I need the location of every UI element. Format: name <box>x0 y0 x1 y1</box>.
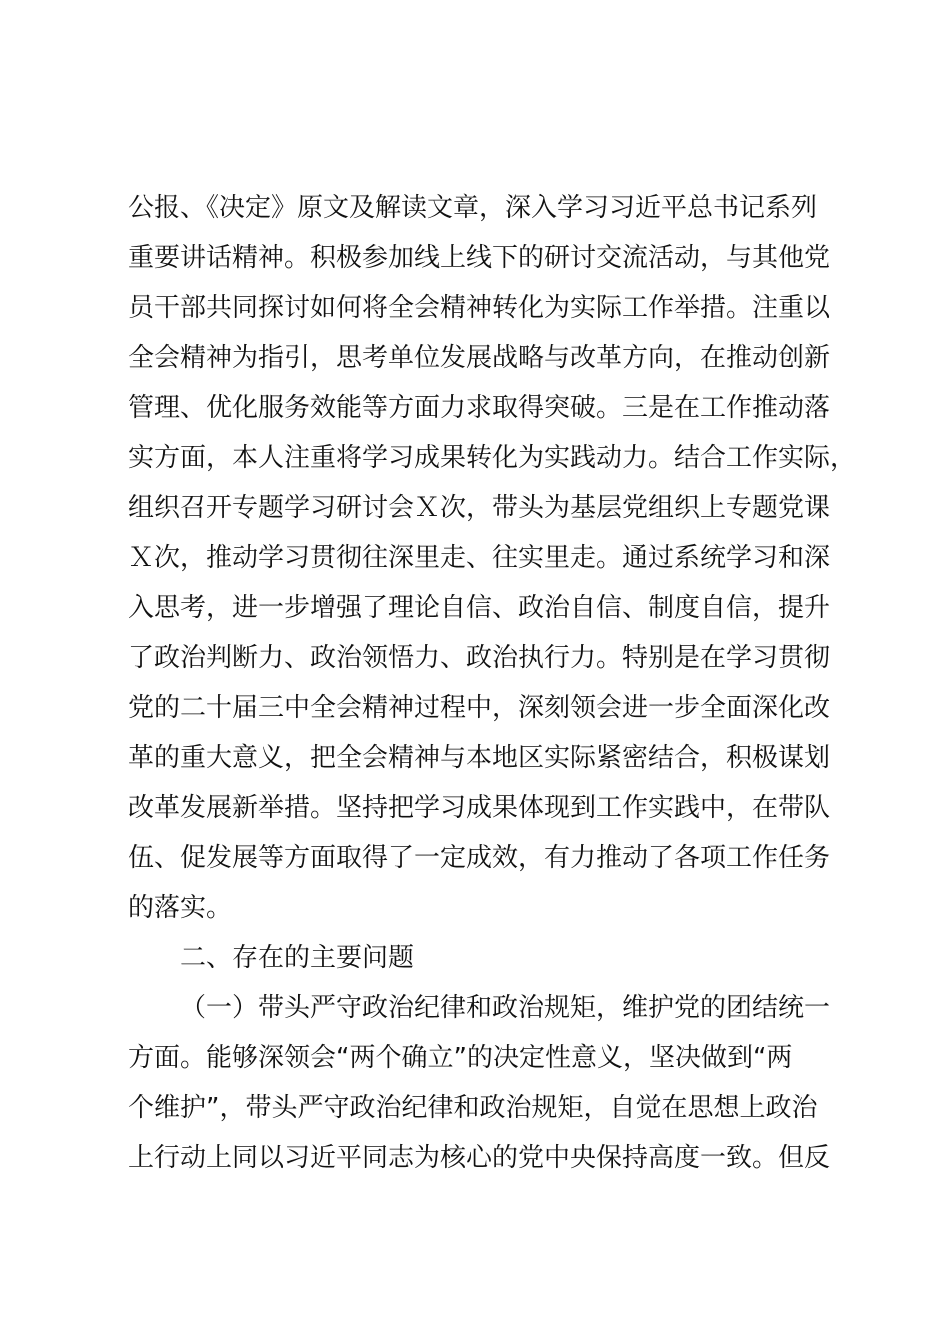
text-line: 党的二十届三中全会精神过程中，深刻领会进一步全面深化改 <box>128 693 831 723</box>
text-line: 实方面，本人注重将学习成果转化为实践动力。结合工作实际， <box>128 443 857 473</box>
text-line: 公报、《决定》原文及解读文章，深入学习习近平总书记系列 <box>128 193 818 223</box>
text-line: 改革发展新举措。坚持把学习成果体现到工作实践中，在带队 <box>128 793 831 823</box>
text-line: 入思考，进一步增强了理论自信、政治自信、制度自信，提升 <box>128 593 831 623</box>
text-line: 员干部共同探讨如何将全会精神转化为实际工作举措。注重以 <box>128 293 831 323</box>
text-line: 管理、优化服务效能等方面力求取得突破。三是在工作推动落 <box>128 393 831 423</box>
text-line: 革的重大意义，把全会精神与本地区实际紧密结合，积极谋划 <box>128 743 831 773</box>
text-line: 组织召开专题学习研讨会Ｘ次，带头为基层党组织上专题党课 <box>128 493 831 523</box>
subsection-heading-line: （一）带头严守政治纪律和政治规矩，维护党的团结统一 <box>180 993 831 1023</box>
document-body <box>128 183 868 1183</box>
text-line: 重要讲话精神。积极参加线上线下的研讨交流活动，与其他党 <box>128 243 831 273</box>
text-line: 的落实。 <box>128 893 233 923</box>
text-line: 了政治判断力、政治领悟力、政治执行力。特别是在学习贯彻 <box>128 643 831 673</box>
text-line: 伍、促发展等方面取得了一定成效，有力推动了各项工作任务 <box>128 843 831 873</box>
section-heading: 二、存在的主要问题 <box>180 943 415 973</box>
text-line: 上行动上同以习近平同志为核心的党中央保持高度一致。但反 <box>128 1143 831 1173</box>
text-line: Ｘ次，推动学习贯彻往深里走、往实里走。通过系统学习和深 <box>128 543 831 573</box>
text-line: 个维护”，带头严守政治纪律和政治规矩，自觉在思想上政治 <box>128 1093 818 1123</box>
text-line: 全会精神为指引，思考单位发展战略与改革方向，在推动创新 <box>128 343 831 373</box>
text-line: 方面。能够深领会“两个确立”的决定性意义，坚决做到“两 <box>128 1043 793 1073</box>
